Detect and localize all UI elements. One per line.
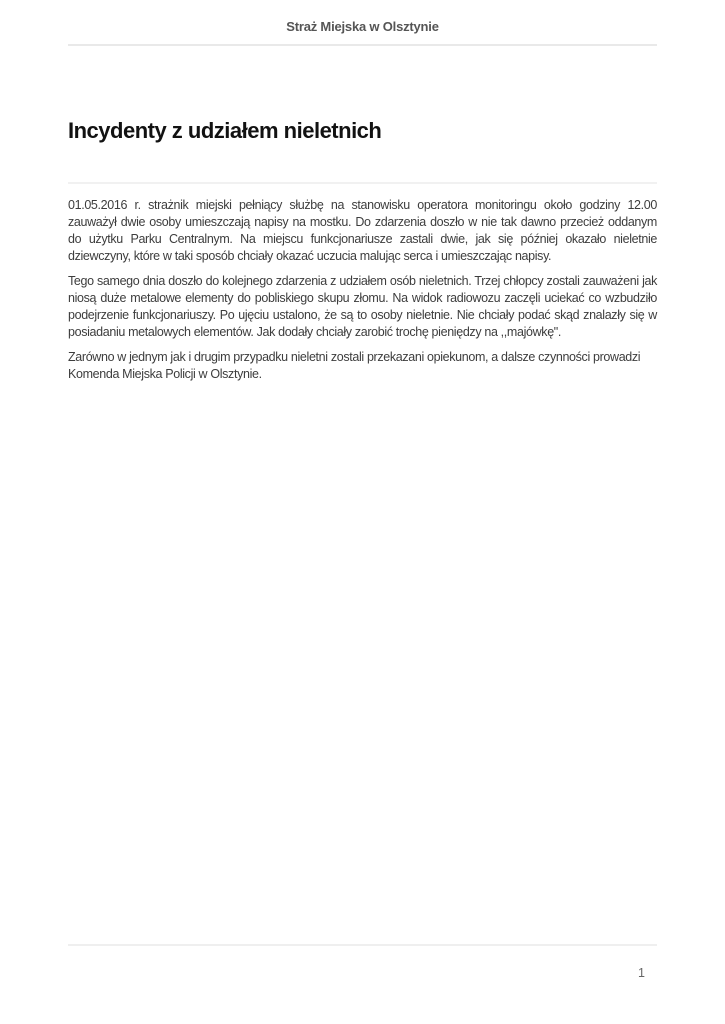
article-paragraph: 01.05.2016 r. strażnik miejski pełniący służbę na stanowisku operatora monitoringu około godziny 12.00 zauważył dwie osoby umieszczają napisy na mostku. Do zdarzenia doszło w nie tak dawno przecież oddanym do użytku Parku Centralnym. Na miejscu funkcjonariusze zastali dwie, jak się później okazało nieletnie dziewczyny, które w taki sposób chciały okazać uczucia malując serca i umieszczając napisy.	[68, 198, 657, 263]
article-paragraph: Tego samego dnia doszło do kolejnego zdarzenia z udziałem osób nieletnich. Trzej chłopcy zostali zauważeni jak niosą duże metalowe elementy do pobliskiego skupu złomu. Na widok radiowozu zaczęli uciekać co wzbudziło podejrzenie funkcjonariuszy. Po ujęciu ustalono, że są to osoby nieletnie. Nie chciały podać skąd znalazły się w posiadaniu metalowych elementów. Jak dodały chciały zarobić trochę pieniędzy na ,,majówkę".	[68, 274, 657, 339]
title-divider	[68, 182, 657, 184]
site-header	[0, 18, 725, 36]
article-title: Incydenty z udziałem nieletnich	[68, 118, 382, 143]
footer-divider	[68, 944, 657, 946]
page-number: 1	[638, 966, 645, 980]
page-footer	[68, 964, 645, 982]
article-paragraph: Zarówno w jednym jak i drugim przypadku nieletni zostali przekazani opiekunom, a dalsze czynności prowadzi Komenda Miejska Policji w Olsztynie.	[68, 350, 641, 381]
site-title: Straż Miejska w Olsztynie	[286, 19, 439, 34]
article-body	[68, 197, 657, 391]
header-divider	[68, 44, 657, 46]
